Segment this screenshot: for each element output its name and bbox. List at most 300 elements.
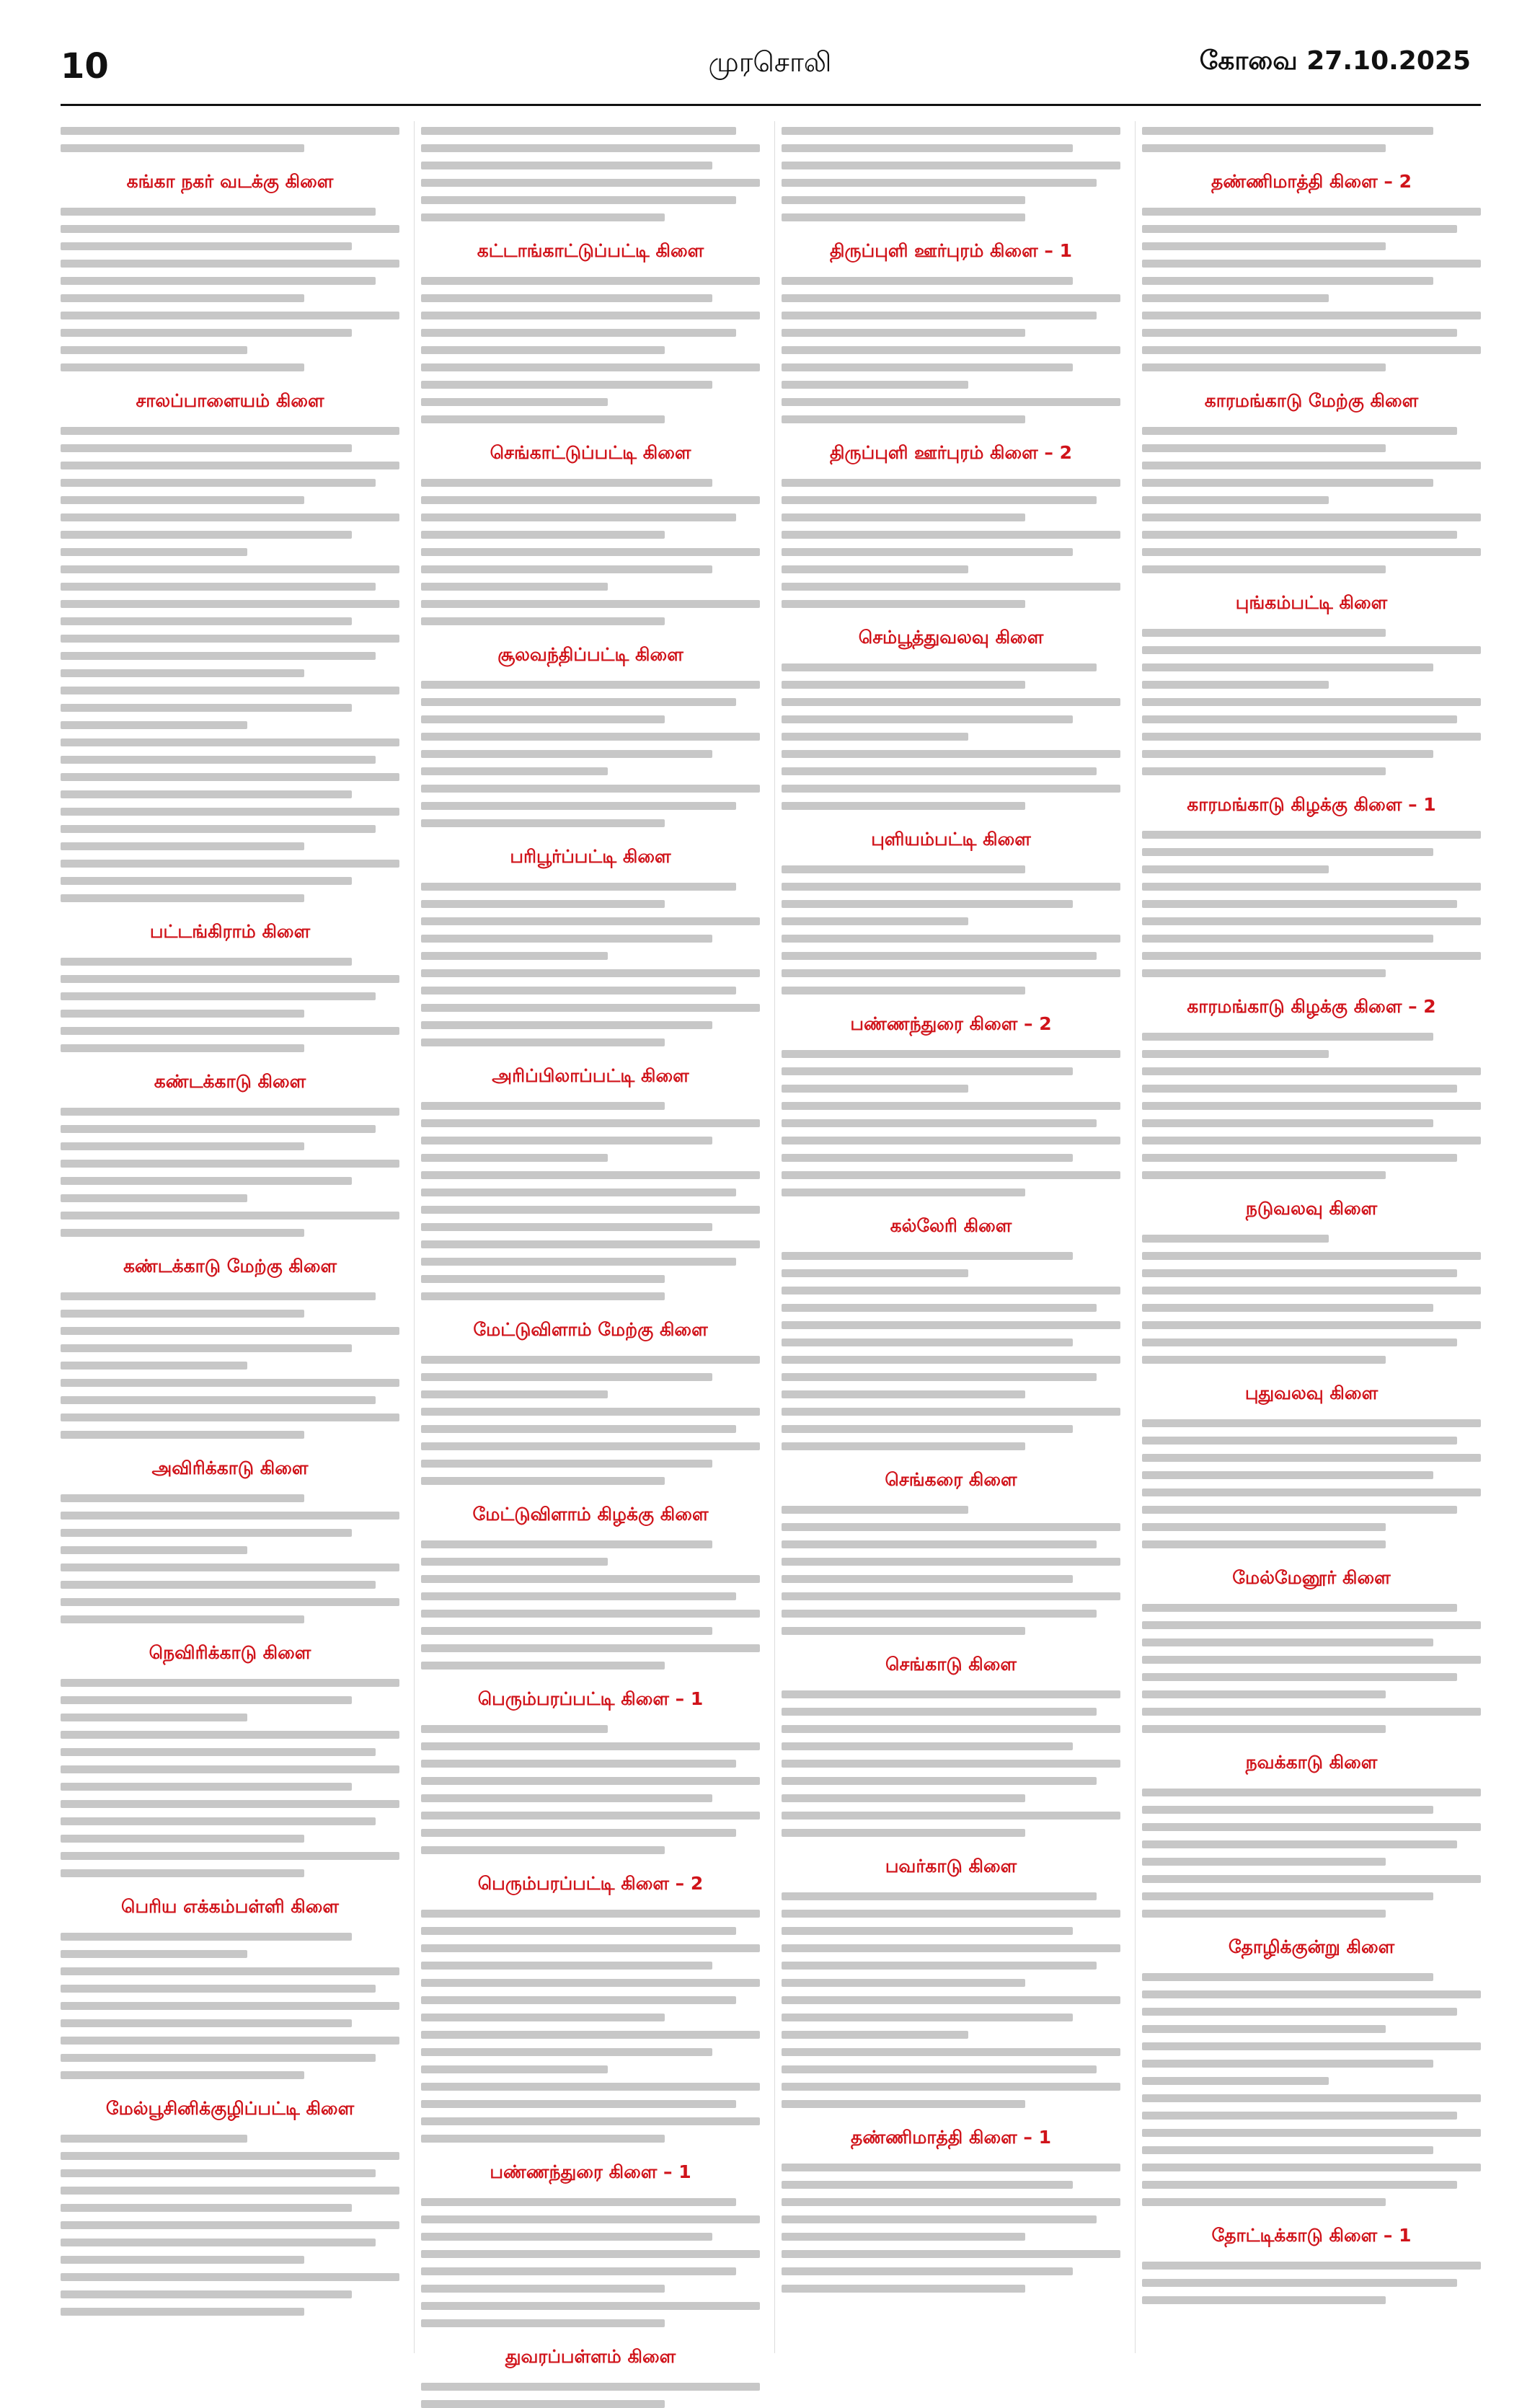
text-line (421, 1373, 712, 1381)
branch-heading: புளியம்பட்டி கிளை (871, 829, 1031, 850)
text-line (421, 1812, 760, 1820)
text-line (782, 1575, 1073, 1583)
branch-section (1142, 592, 1481, 775)
text-line (421, 952, 608, 960)
text-line (421, 144, 760, 152)
text-line (782, 917, 968, 925)
branch-section (421, 1319, 760, 1485)
text-line (782, 1171, 1120, 1179)
text-line (61, 2169, 376, 2177)
text-line (782, 1304, 1097, 1312)
text-line (782, 583, 1120, 591)
text-line (421, 2267, 736, 2275)
branch-heading: திருப்புளி ஊர்புரம் கிளை – 2 (829, 442, 1073, 463)
text-line (782, 398, 1120, 406)
text-line (421, 681, 760, 689)
branch-heading: செங்கரை கிளை (885, 1469, 1017, 1490)
text-line (421, 1829, 736, 1837)
text-line (61, 2273, 399, 2281)
text-line (782, 2285, 1025, 2293)
text-line (1142, 1892, 1433, 1900)
text-line (782, 381, 968, 389)
text-line (421, 1725, 608, 1733)
text-line (782, 987, 1025, 994)
text-line (1142, 2077, 1329, 2085)
branch-heading: பெரிய எக்கம்பள்ளி கிளை (120, 1896, 339, 1917)
text-line (61, 894, 304, 902)
text-line (1142, 2296, 1386, 2304)
branch-section (782, 2127, 1120, 2293)
branch-heading: நெவிரிக்காடு கிளை (149, 1642, 311, 1663)
text-line (1142, 2198, 1386, 2206)
text-line (421, 1021, 712, 1029)
text-line (1142, 883, 1481, 891)
text-line (421, 1592, 736, 1600)
branch-heading: கல்லேரி கிளை (890, 1215, 1012, 1236)
branch-section (61, 390, 399, 902)
branch-section (61, 1896, 399, 2079)
text-line (61, 1679, 399, 1687)
text-line (61, 496, 304, 504)
text-line (782, 900, 1073, 908)
branch-section (1142, 794, 1481, 977)
text-line (782, 750, 1120, 758)
branch-heading: நவக்காடு கிளை (1245, 1752, 1378, 1773)
text-line (421, 1390, 608, 1398)
text-line (1142, 2262, 1481, 2270)
text-line (1142, 427, 1457, 435)
text-line (421, 294, 712, 302)
text-line (782, 329, 1025, 337)
branch-heading: கண்டக்காடு மேற்கு கிளை (123, 1256, 337, 1276)
text-line (782, 2100, 1025, 2108)
text-line (782, 179, 1097, 187)
branch-section (421, 1873, 760, 2143)
text-line (61, 877, 352, 885)
branch-section (421, 127, 760, 221)
text-line (421, 565, 712, 573)
branch-heading: மேல்மேனூர் கிளை (1232, 1567, 1391, 1588)
branch-section (1142, 127, 1481, 152)
branch-heading: பவர்காடு கிளை (885, 1856, 1017, 1876)
text-line (61, 208, 376, 216)
article-columns (61, 121, 1481, 2367)
column-4 (1142, 121, 1481, 2353)
text-line (421, 2198, 736, 2206)
branch-section (421, 2161, 760, 2327)
branch-heading: செங்காட்டுப்பட்டி கிளை (490, 442, 691, 463)
text-line (1142, 2025, 1386, 2033)
text-line (782, 1506, 968, 1514)
text-line (782, 531, 1120, 539)
text-line (782, 2215, 1097, 2223)
branch-heading: தோட்டிக்காடு கிளை – 1 (1211, 2225, 1412, 2246)
text-line (61, 2002, 399, 2010)
text-line (61, 1344, 352, 1352)
text-line (421, 1996, 736, 2004)
text-line (782, 2267, 1073, 2275)
text-line (421, 1240, 760, 1248)
text-line (1142, 1708, 1481, 1716)
text-line (782, 969, 1120, 977)
text-line (421, 548, 760, 556)
text-line (782, 1690, 1120, 1698)
text-line (61, 842, 304, 850)
text-line (782, 312, 1097, 319)
text-line (421, 1206, 760, 1214)
text-line (421, 1292, 665, 1300)
branch-section (61, 1457, 399, 1623)
text-line (61, 479, 376, 487)
branch-heading: திருப்புளி ஊர்புரம் கிளை – 1 (829, 240, 1073, 261)
text-line (421, 2135, 665, 2143)
text-line (421, 987, 736, 994)
text-line (1142, 952, 1481, 960)
text-line (1142, 242, 1386, 250)
text-line (421, 1223, 712, 1231)
text-line (1142, 277, 1433, 285)
column-3 (782, 121, 1120, 2353)
text-line (421, 1794, 712, 1802)
text-line (61, 617, 352, 625)
text-line (421, 1777, 760, 1785)
text-line (61, 1546, 247, 1554)
newspaper-name: முரசொலி (708, 46, 832, 78)
text-line (421, 312, 760, 319)
text-line (782, 733, 968, 741)
text-line (1142, 1102, 1481, 1110)
text-line (782, 1592, 1120, 1600)
text-line (1142, 1235, 1329, 1243)
branch-heading: பண்ணந்துரை கிளை – 2 (850, 1013, 1052, 1034)
text-line (1142, 513, 1481, 521)
text-line (1142, 900, 1457, 908)
text-line (421, 1408, 760, 1416)
text-line (782, 600, 1025, 608)
text-line (61, 1194, 247, 1202)
branch-heading: புதுவலவு கிளை (1244, 1382, 1379, 1403)
text-line (61, 1414, 399, 1421)
text-line (782, 479, 1120, 487)
text-line (1142, 1840, 1457, 1848)
branch-section (782, 1215, 1120, 1450)
branch-heading: பெரும்பரப்பட்டி கிளை – 2 (477, 1873, 704, 1894)
branch-section (61, 127, 399, 152)
text-line (61, 1125, 376, 1133)
branch-section (782, 1856, 1120, 2108)
branch-heading: செங்காடு கிளை (885, 1654, 1017, 1675)
text-line (61, 2019, 352, 2027)
text-line (61, 808, 399, 816)
masthead (0, 0, 1540, 108)
text-line (1142, 1604, 1457, 1612)
text-line (1142, 294, 1329, 302)
text-line (421, 1258, 736, 1266)
text-line (61, 444, 352, 452)
text-line (782, 1777, 1097, 1785)
text-line (61, 2256, 304, 2264)
text-line (782, 1442, 1025, 1450)
text-line (1142, 444, 1386, 452)
branch-section (1142, 1382, 1481, 1548)
text-line (782, 565, 968, 573)
text-line (782, 802, 1025, 810)
text-line (782, 513, 1025, 521)
text-line (61, 1869, 304, 1877)
text-line (1142, 1050, 1329, 1058)
text-line (782, 1892, 1097, 1900)
text-line (1142, 750, 1433, 758)
text-line (1142, 681, 1329, 689)
text-line (1142, 1287, 1481, 1295)
branch-heading: துவரப்பள்ளம் கிளை (505, 2346, 676, 2367)
text-line (782, 2083, 1120, 2091)
text-line (61, 144, 304, 152)
text-line (782, 698, 1120, 706)
text-line (1142, 346, 1481, 354)
branch-heading: தோழிக்குன்று கிளை (1228, 1936, 1395, 1957)
text-line (1142, 1356, 1386, 1364)
branch-section (782, 442, 1120, 608)
text-line (1142, 1523, 1386, 1531)
text-line (61, 721, 247, 729)
text-line (782, 1962, 1097, 1970)
text-line (61, 1362, 247, 1370)
text-line (1142, 1789, 1481, 1796)
column-divider (1135, 121, 1136, 2353)
text-line (421, 900, 665, 908)
branch-section (782, 627, 1120, 810)
branch-section (1142, 1198, 1481, 1364)
text-line (782, 1794, 1025, 1802)
text-line (61, 1985, 376, 1993)
text-line (61, 2187, 399, 2195)
text-line (782, 1356, 1120, 1364)
text-line (782, 1188, 1025, 1196)
text-line (421, 415, 665, 423)
text-line (61, 1950, 247, 1958)
branch-section (61, 921, 399, 1052)
text-line (1142, 1321, 1481, 1329)
text-line (782, 865, 1025, 873)
text-line (61, 346, 247, 354)
text-line (421, 2117, 760, 2125)
text-line (61, 1142, 304, 1150)
text-line (61, 329, 352, 337)
text-line (61, 600, 399, 608)
masthead-rule (61, 104, 1481, 106)
text-line (61, 1714, 247, 1721)
branch-section (421, 240, 760, 423)
column-divider (774, 121, 775, 2353)
text-line (61, 565, 399, 573)
text-line (421, 715, 665, 723)
text-line (1142, 1973, 1433, 1981)
text-line (1142, 2279, 1457, 2287)
text-line (782, 1944, 1120, 1952)
branch-heading: பட்டங்கிராம் கிளை (149, 921, 311, 942)
text-line (1142, 831, 1481, 839)
text-line (1142, 1269, 1457, 1277)
text-line (782, 1050, 1120, 1058)
branch-section (782, 1469, 1120, 1635)
text-line (782, 1321, 1120, 1329)
text-line (1142, 1338, 1457, 1346)
text-line (421, 1356, 760, 1364)
text-line (61, 277, 376, 285)
text-line (61, 1512, 399, 1520)
text-line (1142, 969, 1386, 977)
text-line (61, 1581, 376, 1589)
text-line (61, 1379, 399, 1387)
branch-section (1142, 1567, 1481, 1733)
branch-heading: மேல்பூசினிக்குழிப்பட்டி கிளை (105, 2098, 355, 2119)
branch-section (782, 127, 1120, 221)
text-line (1142, 329, 1457, 337)
text-line (1142, 127, 1433, 135)
text-line (782, 1927, 1073, 1935)
branch-heading: காரமங்காடு கிழக்கு கிளை – 1 (1187, 794, 1436, 815)
text-line (421, 819, 665, 827)
text-line (782, 548, 1073, 556)
text-line (1142, 1673, 1457, 1681)
text-line (61, 1783, 352, 1791)
text-line (421, 767, 608, 775)
text-line (782, 144, 1073, 152)
text-line (1142, 2164, 1481, 2171)
text-line (1142, 2008, 1457, 2016)
text-line (61, 2290, 352, 2298)
text-line (1142, 144, 1386, 152)
text-line (782, 2048, 1120, 2056)
text-line (61, 1010, 304, 1018)
text-line (1142, 935, 1433, 943)
branch-heading: சாலப்பாளையம் கிளை (136, 390, 324, 411)
branch-heading: அரிப்பிலாப்பட்டி கிளை (492, 1065, 689, 1086)
text-line (1142, 917, 1481, 925)
text-line (61, 1212, 399, 1220)
text-line (782, 681, 1025, 689)
text-line (421, 2083, 760, 2091)
branch-section (61, 2098, 399, 2316)
text-line (61, 2152, 399, 2160)
text-line (61, 1327, 399, 1335)
text-line (61, 1529, 352, 1537)
text-line (782, 1269, 968, 1277)
text-line (421, 1004, 760, 1012)
text-line (782, 1287, 1120, 1295)
text-line (1142, 363, 1386, 371)
text-line (421, 363, 760, 371)
text-line (421, 802, 736, 810)
text-line (782, 1373, 1097, 1381)
text-line (782, 883, 1120, 891)
text-line (782, 1102, 1120, 1110)
text-line (782, 1408, 1120, 1416)
branch-section (421, 1504, 760, 1670)
text-line (61, 583, 376, 591)
text-line (421, 1979, 760, 1987)
branch-heading: மேட்டுவிளாம் கிழக்கு கிளை (472, 1504, 709, 1525)
text-line (782, 1742, 1073, 1750)
text-line (421, 1102, 665, 1110)
text-line (421, 1038, 665, 1046)
text-line (1142, 629, 1386, 637)
text-line (61, 773, 399, 781)
text-line (61, 975, 399, 983)
text-line (1142, 1725, 1386, 1733)
text-line (1142, 225, 1457, 233)
text-line (421, 1460, 712, 1468)
text-line (1142, 1690, 1386, 1698)
text-line (782, 496, 1097, 504)
text-line (61, 1177, 352, 1185)
text-line (61, 1598, 399, 1606)
text-line (61, 2204, 352, 2212)
text-line (61, 242, 352, 250)
text-line (421, 2233, 712, 2241)
text-line (61, 2221, 399, 2229)
text-line (61, 1696, 352, 1704)
text-line (1142, 1137, 1481, 1145)
text-line (782, 1996, 1120, 2004)
text-line (421, 513, 736, 521)
text-line (782, 663, 1097, 671)
text-line (782, 1558, 1120, 1566)
text-line (421, 600, 760, 608)
text-line (1142, 2129, 1481, 2137)
column-1 (61, 121, 399, 2353)
text-line (782, 1425, 1073, 1433)
text-line (61, 704, 352, 712)
text-line (61, 294, 304, 302)
text-line (421, 1610, 760, 1618)
branch-heading: காரமங்காடு கிழக்கு கிளை – 2 (1187, 996, 1436, 1017)
branch-heading: தண்ணிமாத்தி கிளை – 1 (851, 2127, 1051, 2148)
dateline: கோவை 27.10.2025 (1199, 46, 1471, 76)
text-line (421, 1188, 736, 1196)
branch-section (1142, 996, 1481, 1179)
text-line (782, 277, 1073, 285)
text-line (782, 1910, 1120, 1918)
text-line (421, 277, 760, 285)
text-line (61, 1835, 304, 1843)
branch-section (1142, 1936, 1481, 2206)
text-line (61, 790, 352, 798)
text-line (782, 785, 1120, 793)
branch-section (1142, 1752, 1481, 1918)
text-line (782, 162, 1120, 169)
text-line (421, 2250, 760, 2258)
text-line (61, 2308, 304, 2316)
text-line (1142, 1875, 1481, 1883)
branch-heading: பெரும்பரப்பட்டி கிளை – 1 (477, 1688, 704, 1709)
branch-heading: புங்கம்பட்டி கிளை (1235, 592, 1388, 613)
text-line (61, 260, 399, 268)
branch-heading: கட்டாங்காட்டுப்பட்டி கிளை (477, 240, 704, 261)
text-line (61, 1731, 399, 1739)
branch-heading: சூலவந்திப்பட்டி கிளை (497, 644, 683, 665)
branch-section (61, 1642, 399, 1877)
text-line (1142, 1154, 1457, 1162)
text-line (61, 1852, 399, 1860)
text-line (1142, 865, 1329, 873)
text-line (421, 2285, 665, 2293)
branch-heading: செம்பூத்துவலவு கிளை (858, 627, 1044, 648)
text-line (782, 2250, 1120, 2258)
text-line (61, 1494, 304, 1502)
branch-heading: பண்ணந்துரை கிளை – 1 (490, 2161, 691, 2182)
